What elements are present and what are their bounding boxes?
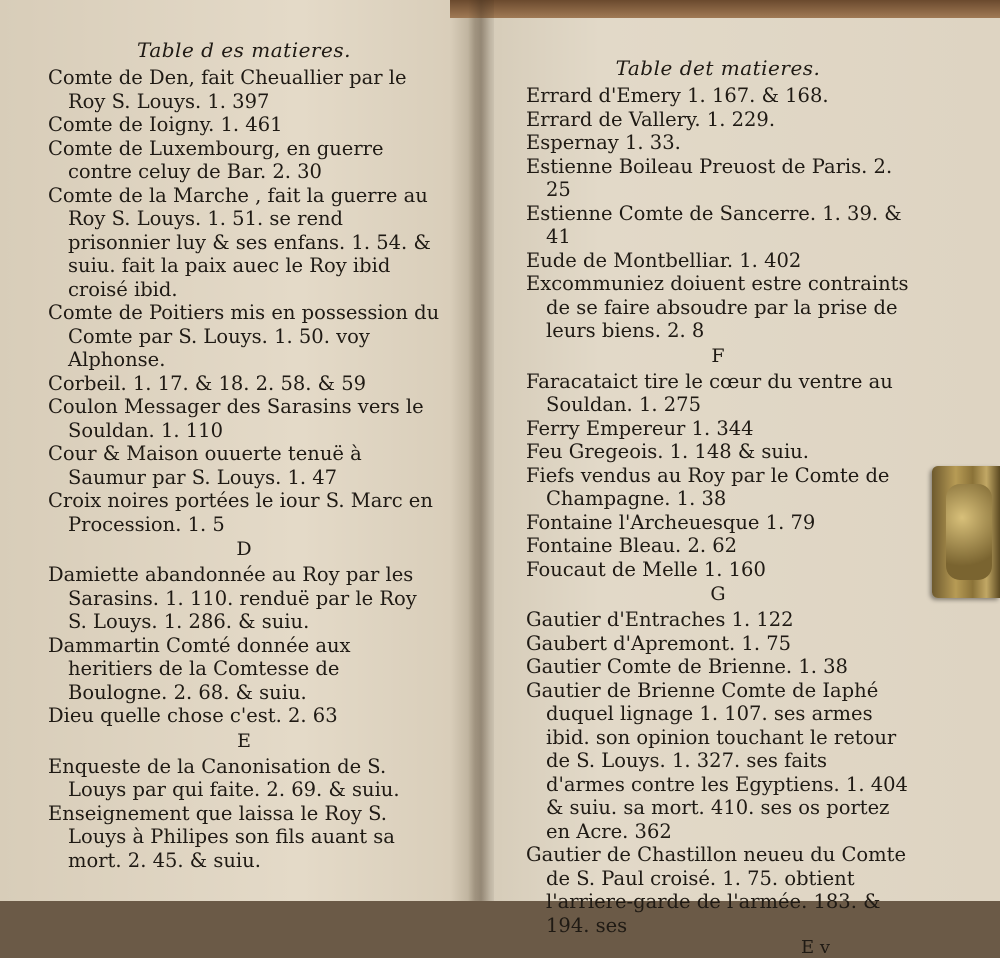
index-entry: Gaubert d'Apremont. 1. 75 xyxy=(526,631,792,655)
index-entry: Gautier Comte de Brienne. 1. 38 xyxy=(526,655,848,678)
index-entry: Gautier de Brienne Comte de Iaphé duquel lignage 1. 107. ses armes ibid. son opinion touchant le retour de S. Louys. 1. 327. ses faits d'armes contre les Egyptiens. 1. 404 & suiu. sa mort. 410. ses os portez en Acre. 362 xyxy=(526,678,908,843)
index-entry: Comte de Poitiers mis en possession du Comte par S. Louys. 1. 50. voy Alphonse. xyxy=(48,301,440,371)
index-entry: Estienne Boileau Preuost de Paris. 2. 25 xyxy=(526,154,893,201)
index-entry: Comte de la Marche , fait la guerre au Roy S. Louys. 1. 51. se rend prisonnier luy & ses enfans. 1. 54. & suiu. fait la paix auec le Roy ibid croisé ibid. xyxy=(48,183,431,301)
index-entry: Cour & Maison ouuerte tenuë à Saumur par S. Louys. 1. 47 xyxy=(48,442,362,489)
index-entry: Enseignement que laissa le Roy S. Louys à Philipes son fils auant sa mort. 2. 45. & suiu. xyxy=(48,801,395,872)
index-entry: Dammartin Comté donnée aux heritiers de la Comtesse de Boulogne. 2. 68. & suiu. xyxy=(48,633,351,704)
index-entry: Croix noires portées le iour S. Marc en Procession. 1. 5 xyxy=(48,489,433,536)
index-entry: Ferry Empereur 1. 344 xyxy=(526,416,754,440)
index-entry: Corbeil. 1. 17. & 18. 2. 58. & 59 xyxy=(48,371,367,395)
index-entry: Dieu quelle chose c'est. 2. 63 xyxy=(48,704,338,727)
index-entry: Comte de Den, fait Cheuallier par le Roy S. Louys. 1. 397 xyxy=(48,66,407,113)
index-entry: Estienne Comte de Sancerre. 1. 39. & 41 xyxy=(526,201,902,248)
brass-clasp xyxy=(932,466,1000,598)
clasp-ornament xyxy=(946,484,992,580)
index-entry: Errard d'Emery 1. 167. & 168. xyxy=(526,84,829,107)
left-page-header: Table d es matieres. xyxy=(137,38,351,62)
index-entry: Comte de Luxembourg, en guerre contre celuy de Bar. 2. 30 xyxy=(48,136,384,183)
index-entry: Damiette abandonnée au Roy par les Sarasins. 1. 110. renduë par le Roy S. Louys. 1. 286. & suiu. xyxy=(48,563,417,633)
index-entry: Gautier de Chastillon neueu du Comte de S. Paul croisé. 1. 75. obtient l'arriere-garde de l'armée. 183. & 194. ses xyxy=(526,843,906,937)
index-entry: Eude de Montbelliar. 1. 402 xyxy=(526,248,802,272)
right-page xyxy=(490,0,930,958)
index-entry: Gautier d'Entraches 1. 122 xyxy=(526,608,794,631)
index-entry: Faracataict tire le cœur du ventre au Souldan. 1. 275 xyxy=(526,369,893,416)
right-page-header: Table det matieres. xyxy=(615,56,821,80)
index-entry: Feu Gregeois. 1. 148 & suiu. xyxy=(526,440,809,463)
index-entry: Comte de Ioigny. 1. 461 xyxy=(48,113,283,136)
signature-mark: E v xyxy=(800,937,830,958)
index-entry: Fontaine Bleau. 2. 62 xyxy=(526,534,738,557)
index-entry: Excommuniez doiuent estre contraints de se faire absoudre par la prise de leurs biens. 2. 8 xyxy=(526,272,909,342)
index-entry: Enqueste de la Canonisation de S. Louys par qui faite. 2. 69. & suiu. xyxy=(48,754,400,801)
index-entry: Foucaut de Melle 1. 160 xyxy=(526,557,766,581)
index-entry: Espernay 1. 33. xyxy=(526,131,681,154)
section-letter: E xyxy=(237,729,251,752)
index-entry: Fontaine l'Archeuesque 1. 79 xyxy=(526,510,816,534)
left-page xyxy=(0,0,470,901)
section-letter: G xyxy=(710,583,726,605)
right-index-list xyxy=(526,84,910,937)
section-letter: D xyxy=(236,538,252,560)
section-letter: F xyxy=(711,344,725,367)
index-entry: Coulon Messager des Sarasins vers le Souldan. 1. 110 xyxy=(48,395,424,442)
index-entry: Errard de Vallery. 1. 229. xyxy=(526,107,776,131)
index-entry: Fiefs vendus au Roy par le Comte de Champagne. 1. 38 xyxy=(526,463,890,510)
left-index-list xyxy=(48,66,440,872)
